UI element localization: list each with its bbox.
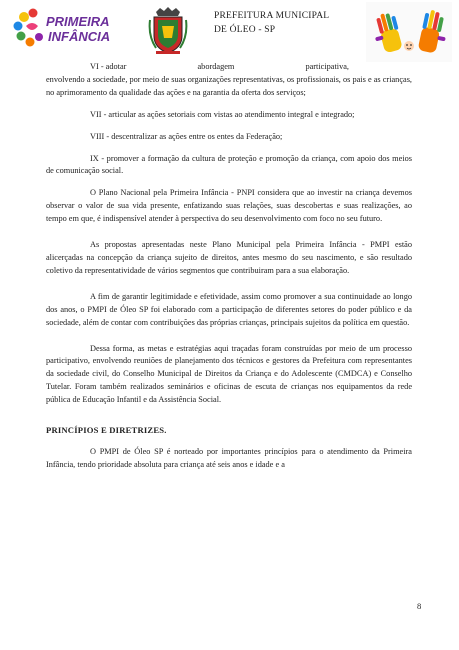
item-vi-word3: participativa, bbox=[305, 62, 349, 71]
item-vi-word1: VI - adotar bbox=[90, 62, 127, 71]
logo-text-line2: INFÂNCIA bbox=[48, 29, 111, 44]
item-viii: VIII - descentralizar as ações entre os entes da Federação; bbox=[90, 131, 283, 141]
logo-text-line1: PRIMEIRA bbox=[46, 14, 110, 29]
item-vi-word2: abordagem bbox=[197, 62, 235, 71]
item-vi-continuation: envolvendo a sociedade, por meio de suas organizações representativas, os profissionais, os pais e as crianças, no aprimoramento da qualidade das ações e na garantia da oferta dos serviços; bbox=[46, 74, 412, 97]
item-vi-first-line bbox=[46, 61, 349, 74]
page-header bbox=[0, 0, 459, 62]
item-ix: IX - promover a formação da cultura de proteção e promoção da criança, com apoio dos meios de comunicação social. bbox=[46, 153, 412, 176]
paragraph-legitimidade: A fim de garantir legitimidade e efetividade, assim como promover a sua continuidade ao longo dos anos, o PMPI de Óleo SP foi elaborado com a participação de diferentes setores do poder público e da sociedade, além de contar com contribuições das próprias crianças, principais sujeitos da política em questão. bbox=[46, 291, 412, 327]
section-heading: PRINCÍPIOS E DIRETRIZES. bbox=[46, 425, 167, 436]
painted-hands-image bbox=[366, 2, 452, 62]
paragraph-pmpi: As propostas apresentadas neste Plano Municipal pela Primeira Infância - PMPI estão alicerçadas na concepção da criança sujeito de direitos, antes mesmo do seu nascimento, e são resultado coletivo da representatividade de vários segmentos que contribuiram para a sua elaboração. bbox=[46, 240, 412, 275]
municipality-title bbox=[214, 9, 329, 37]
coat-of-arms-icon bbox=[148, 6, 188, 56]
primeira-infancia-logo bbox=[10, 6, 128, 50]
page-number: 8 bbox=[417, 601, 422, 611]
paragraph-principios: O PMPI de Óleo SP é norteado por importantes princípios para o atendimento da Primeira Infância, tendo prioridade absoluta para criança até seis anos e idade e a bbox=[46, 446, 412, 469]
paragraph-pnpi: O Plano Nacional pela Primeira Infância - PNPI considera que ao investir na criança devemos observar o valor de sua vida presente, enfatizando suas relações, suas descobertas e suas realizações, ao tempo em que, é indispensível atender à perspectiva do seu desenvolvimento com foco no seu futuro. bbox=[46, 188, 412, 224]
document-body bbox=[46, 61, 412, 472]
paragraph-metas: Dessa forma, as metas e estratégias aqui traçadas foram construídas por meio de um processo participativo, envolvendo reuniões de planejamento dos técnicos e gestores da Prefeitura com representantes da sociedade civil, do Conselho Municipal de Direitos da Criança e do Adolescente (CMDCA) e Conselho Tutelar. Foram também realizados seminários e oficinas de escuta de crianças nos equipamentos da rede pública de Educação Infantil e da Assistência Social. bbox=[46, 343, 412, 405]
municipality-line1: PREFEITURA MUNICIPAL bbox=[214, 11, 330, 21]
municipality-line2: DE ÓLEO - SP bbox=[214, 25, 276, 35]
item-vii: VII - articular as ações setoriais com vistas ao atendimento integral e integrado; bbox=[90, 109, 355, 119]
